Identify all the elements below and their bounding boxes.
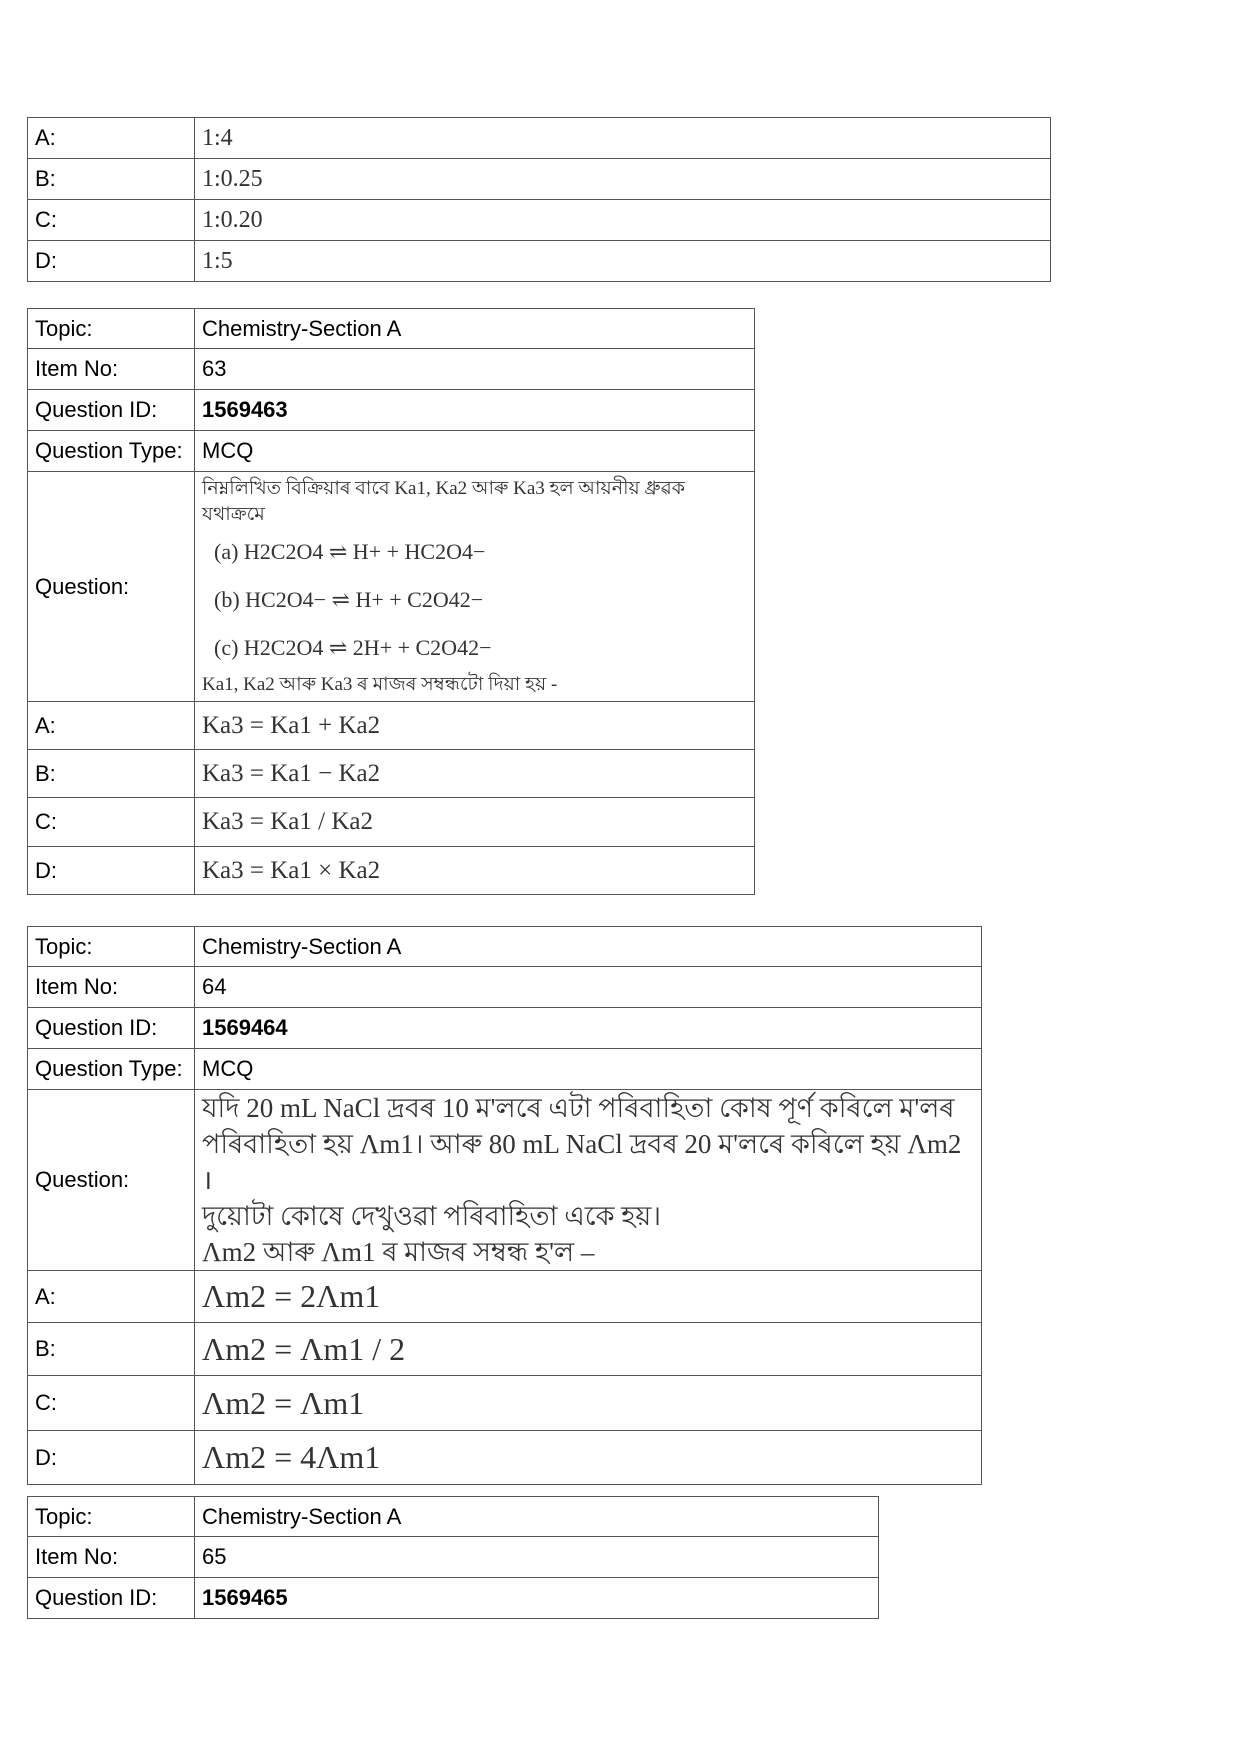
option-row-a [28, 702, 755, 750]
option-row-b [28, 1323, 982, 1376]
question-id-row [28, 390, 755, 431]
option-value: Ka3 = Ka1 / Ka2 [195, 798, 755, 847]
option-label: A: [28, 1271, 195, 1323]
question-id-value: 1569465 [195, 1578, 879, 1619]
question-type-value: MCQ [195, 1049, 982, 1090]
option-row-d [28, 847, 755, 895]
option-label: D: [28, 1431, 195, 1485]
question-63-table [27, 308, 755, 895]
item-row [28, 349, 755, 390]
question-row [28, 472, 755, 702]
option-row-a [28, 118, 1051, 159]
question-row [28, 1090, 982, 1271]
question-body [195, 472, 755, 702]
option-value: 1:0.20 [195, 200, 1051, 241]
question-line-1: যদি 20 mL NaCl দ্ৰবৰ 10 ম'লৰে এটা পৰিবাহিতা কোষ পূৰ্ণ কৰিলে ম'লৰ [202, 1093, 955, 1123]
option-value: Λm2 = 2Λm1 [195, 1271, 982, 1323]
question-64-table [27, 926, 982, 1485]
question-body [195, 1090, 982, 1271]
topic-label: Topic: [28, 927, 195, 967]
option-value: Ka3 = Ka1 + Ka2 [195, 702, 755, 750]
topic-label: Topic: [28, 309, 195, 349]
question-line-4: Λm2 আৰু Λm1 ৰ মাজৰ সম্বন্ধ হ'ল – [202, 1237, 595, 1267]
prev-options-table [27, 117, 1051, 282]
question-type-row [28, 431, 755, 472]
option-label: D: [28, 847, 195, 895]
topic-row [28, 309, 755, 349]
option-label: B: [28, 1323, 195, 1376]
question-id-row [28, 1008, 982, 1049]
topic-row [28, 1497, 879, 1537]
option-label: A: [28, 118, 195, 159]
option-row-a [28, 1271, 982, 1323]
option-row-b [28, 159, 1051, 200]
item-value: 65 [195, 1537, 879, 1578]
question-id-value: 1569463 [195, 390, 755, 431]
equation-a: (a) H2C2O4 ⇌ H+ + HC2O4− [214, 538, 486, 564]
option-value: 1:4 [195, 118, 1051, 159]
topic-row [28, 927, 982, 967]
question-type-label: Question Type: [28, 431, 195, 472]
option-label: B: [28, 159, 195, 200]
option-value: Λm2 = Λm1 [195, 1376, 982, 1431]
option-value: Ka3 = Ka1 − Ka2 [195, 750, 755, 798]
question-line-2: পৰিবাহিতা হয় Λm1। আৰু 80 mL NaCl দ্ৰবৰ 20 ম'লৰে কৰিলে হয় Λm2 । [202, 1129, 962, 1195]
option-row-c [28, 798, 755, 847]
question-id-value: 1569464 [195, 1008, 982, 1049]
option-value: Λm2 = 4Λm1 [195, 1431, 982, 1485]
option-label: C: [28, 1376, 195, 1431]
option-row-d [28, 1431, 982, 1485]
question-label: Question: [28, 472, 195, 702]
option-value: Λm2 = Λm1 / 2 [195, 1323, 982, 1376]
option-label: B: [28, 750, 195, 798]
question-type-value: MCQ [195, 431, 755, 472]
topic-value: Chemistry-Section A [195, 309, 755, 349]
item-row [28, 1537, 879, 1578]
item-value: 63 [195, 349, 755, 390]
topic-value: Chemistry-Section A [195, 1497, 879, 1537]
equation-b: (b) HC2O4− ⇌ H+ + C2O42− [214, 586, 484, 612]
item-label: Item No: [28, 967, 195, 1008]
question-id-label: Question ID: [28, 1008, 195, 1049]
question-outro: Ka1, Ka2 আৰু Ka3 ৰ মাজৰ সম্বন্ধটো দিয়া হয় - [202, 673, 558, 695]
option-row-d [28, 241, 1051, 282]
option-label: C: [28, 798, 195, 847]
question-id-label: Question ID: [28, 1578, 195, 1619]
item-label: Item No: [28, 349, 195, 390]
option-value: 1:0.25 [195, 159, 1051, 200]
option-value: Ka3 = Ka1 × Ka2 [195, 847, 755, 895]
equation-c: (c) H2C2O4 ⇌ 2H+ + C2O42− [214, 634, 492, 660]
question-intro: নিম্নলিখিত বিক্রিয়াৰ বাবে Ka1, Ka2 আৰু Ka3 হল আয়নীয় ধ্রুৱক যথাক্রমে [202, 477, 686, 525]
topic-label: Topic: [28, 1497, 195, 1537]
topic-value: Chemistry-Section A [195, 927, 982, 967]
question-line-3: দুয়োটা কোষে দেখুওৱা পৰিবাহিতা একে হয়। [202, 1201, 661, 1231]
question-65-table [27, 1496, 879, 1619]
option-label: D: [28, 241, 195, 282]
option-row-c [28, 1376, 982, 1431]
question-type-row [28, 1049, 982, 1090]
question-id-label: Question ID: [28, 390, 195, 431]
question-id-row [28, 1578, 879, 1619]
item-value: 64 [195, 967, 982, 1008]
item-label: Item No: [28, 1537, 195, 1578]
option-label: C: [28, 200, 195, 241]
option-row-b [28, 750, 755, 798]
item-row [28, 967, 982, 1008]
question-label: Question: [28, 1090, 195, 1271]
option-label: A: [28, 702, 195, 750]
option-value: 1:5 [195, 241, 1051, 282]
option-row-c [28, 200, 1051, 241]
question-type-label: Question Type: [28, 1049, 195, 1090]
